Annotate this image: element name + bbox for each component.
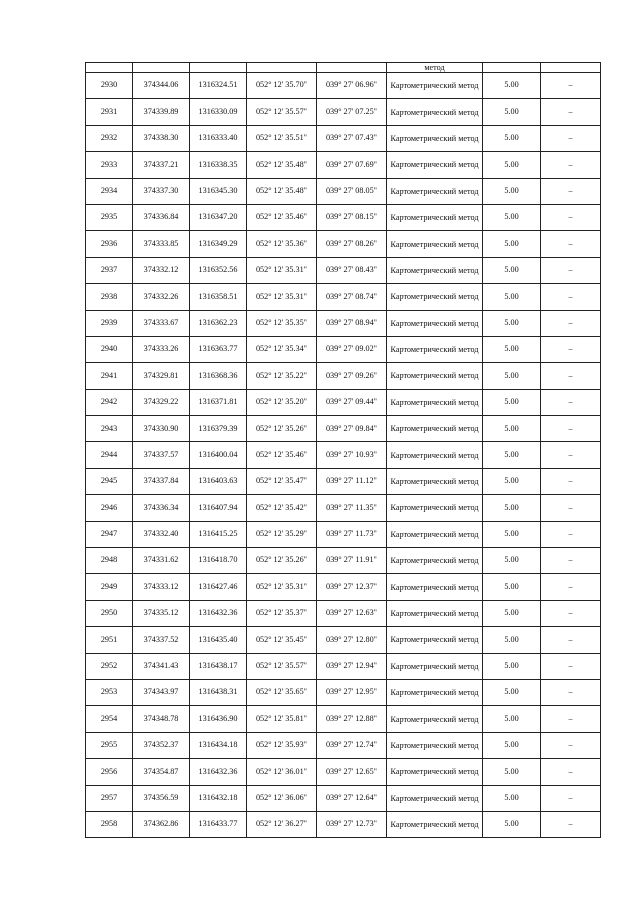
table-row [86,442,601,468]
cell-empty [541,63,601,73]
cell-method: Картометрический метод [387,231,483,257]
table-row [86,548,601,574]
cell-y: 1316434.18 [190,732,247,758]
cell-longitude: 039° 27' 12.37" [317,574,387,600]
cell-x: 374354.87 [133,759,190,785]
cell-method: Картометрический метод [387,653,483,679]
cell-x: 374333.26 [133,336,190,362]
cell-latitude: 052° 12' 35.93" [247,732,317,758]
cell-y: 1316415.25 [190,521,247,547]
cell-point-number: 2935 [86,204,133,230]
cell-x: 374356.59 [133,785,190,811]
cell-y: 1316438.17 [190,653,247,679]
cell-accuracy: 5.00 [483,495,541,521]
cell-accuracy: 5.00 [483,442,541,468]
cell-method: Картометрический метод [387,152,483,178]
cell-method: Картометрический метод [387,548,483,574]
cell-note: – [541,759,601,785]
cell-point-number: 2930 [86,73,133,99]
cell-method: Картометрический метод [387,732,483,758]
cell-method: Картометрический метод [387,257,483,283]
cell-longitude: 039° 27' 11.35" [317,495,387,521]
cell-longitude: 039° 27' 07.25" [317,99,387,125]
cell-note: – [541,73,601,99]
cell-latitude: 052° 12' 35.65" [247,679,317,705]
cell-empty [483,63,541,73]
cell-point-number: 2945 [86,468,133,494]
cell-accuracy: 5.00 [483,548,541,574]
cell-y: 1316338.35 [190,152,247,178]
cell-longitude: 039° 27' 08.15" [317,204,387,230]
cell-longitude: 039° 27' 07.43" [317,125,387,151]
cell-accuracy: 5.00 [483,204,541,230]
cell-longitude: 039° 27' 09.02" [317,336,387,362]
cell-y: 1316407.94 [190,495,247,521]
cell-x: 374352.37 [133,732,190,758]
cell-y: 1316324.51 [190,73,247,99]
cell-point-number: 2944 [86,442,133,468]
table-row [86,204,601,230]
cell-point-number: 2952 [86,653,133,679]
cell-method: Картометрический метод [387,336,483,362]
cell-point-number: 2953 [86,679,133,705]
cell-accuracy: 5.00 [483,257,541,283]
table-row [86,785,601,811]
cell-note: – [541,521,601,547]
cell-y: 1316432.36 [190,600,247,626]
cell-latitude: 052° 12' 35.26" [247,416,317,442]
cell-x: 374337.57 [133,442,190,468]
cell-method: Картометрический метод [387,600,483,626]
cell-accuracy: 5.00 [483,679,541,705]
cell-method: Картометрический метод [387,363,483,389]
cell-latitude: 052° 12' 35.31" [247,284,317,310]
table-row [86,125,601,151]
cell-x: 374343.97 [133,679,190,705]
table-row [86,389,601,415]
table-row [86,336,601,362]
cell-latitude: 052° 12' 35.26" [247,548,317,574]
cell-accuracy: 5.00 [483,521,541,547]
cell-note: – [541,204,601,230]
cell-x: 374333.85 [133,231,190,257]
cell-method: Картометрический метод [387,495,483,521]
cell-empty [190,63,247,73]
table-row [86,152,601,178]
cell-method: Картометрический метод [387,706,483,732]
cell-x: 374329.22 [133,389,190,415]
cell-latitude: 052° 12' 35.37" [247,600,317,626]
cell-longitude: 039° 27' 08.05" [317,178,387,204]
cell-accuracy: 5.00 [483,231,541,257]
cell-accuracy: 5.00 [483,125,541,151]
cell-note: – [541,310,601,336]
cell-accuracy: 5.00 [483,706,541,732]
cell-accuracy: 5.00 [483,811,541,837]
cell-method: Картометрический метод [387,204,483,230]
table-row [86,257,601,283]
cell-longitude: 039° 27' 12.74" [317,732,387,758]
cell-y: 1316363.77 [190,336,247,362]
cell-latitude: 052° 12' 35.46" [247,442,317,468]
cell-point-number: 2958 [86,811,133,837]
cell-longitude: 039° 27' 12.63" [317,600,387,626]
cell-accuracy: 5.00 [483,416,541,442]
cell-latitude: 052° 12' 35.31" [247,574,317,600]
cell-x: 374332.26 [133,284,190,310]
cell-y: 1316418.70 [190,548,247,574]
cell-note: – [541,627,601,653]
table-row [86,363,601,389]
cell-point-number: 2955 [86,732,133,758]
cell-y: 1316358.51 [190,284,247,310]
cell-accuracy: 5.00 [483,73,541,99]
table-body [86,63,601,838]
cell-method: Картометрический метод [387,125,483,151]
cell-x: 374332.40 [133,521,190,547]
cell-x: 374336.34 [133,495,190,521]
cell-point-number: 2934 [86,178,133,204]
table-row [86,310,601,336]
cell-note: – [541,811,601,837]
cell-point-number: 2950 [86,600,133,626]
cell-x: 374337.21 [133,152,190,178]
cell-y: 1316438.31 [190,679,247,705]
cell-x: 374333.12 [133,574,190,600]
cell-note: – [541,785,601,811]
table-row [86,99,601,125]
cell-accuracy: 5.00 [483,468,541,494]
cell-note: – [541,679,601,705]
table-row [86,811,601,837]
cell-note: – [541,125,601,151]
cell-accuracy: 5.00 [483,574,541,600]
cell-accuracy: 5.00 [483,310,541,336]
table-row [86,231,601,257]
cell-note: – [541,389,601,415]
cell-empty [247,63,317,73]
cell-latitude: 052° 12' 35.45" [247,627,317,653]
cell-latitude: 052° 12' 35.70" [247,73,317,99]
cell-method-continued: метод [387,63,483,73]
cell-y: 1316362.23 [190,310,247,336]
cell-accuracy: 5.00 [483,600,541,626]
cell-latitude: 052° 12' 35.22" [247,363,317,389]
cell-method: Картометрический метод [387,99,483,125]
cell-note: – [541,416,601,442]
cell-y: 1316403.63 [190,468,247,494]
table-row [86,73,601,99]
cell-longitude: 039° 27' 10.93" [317,442,387,468]
cell-point-number: 2938 [86,284,133,310]
cell-latitude: 052° 12' 35.47" [247,468,317,494]
cell-accuracy: 5.00 [483,389,541,415]
cell-y: 1316347.20 [190,204,247,230]
cell-accuracy: 5.00 [483,152,541,178]
cell-note: – [541,653,601,679]
cell-longitude: 039° 27' 08.26" [317,231,387,257]
cell-y: 1316432.18 [190,785,247,811]
cell-note: – [541,574,601,600]
cell-longitude: 039° 27' 12.65" [317,759,387,785]
cell-point-number: 2940 [86,336,133,362]
cell-y: 1316433.77 [190,811,247,837]
cell-note: – [541,336,601,362]
cell-latitude: 052° 12' 35.57" [247,99,317,125]
cell-longitude: 039° 27' 09.84" [317,416,387,442]
cell-point-number: 2941 [86,363,133,389]
cell-accuracy: 5.00 [483,785,541,811]
table-row [86,706,601,732]
cell-accuracy: 5.00 [483,178,541,204]
cell-longitude: 039° 27' 11.91" [317,548,387,574]
cell-longitude: 039° 27' 12.80" [317,627,387,653]
table-row [86,732,601,758]
cell-method: Картометрический метод [387,627,483,653]
cell-point-number: 2931 [86,99,133,125]
table-row [86,178,601,204]
cell-method: Картометрический метод [387,811,483,837]
cell-longitude: 039° 27' 11.73" [317,521,387,547]
cell-note: – [541,231,601,257]
cell-accuracy: 5.00 [483,759,541,785]
cell-point-number: 2954 [86,706,133,732]
cell-y: 1316436.90 [190,706,247,732]
cell-longitude: 039° 27' 09.44" [317,389,387,415]
cell-y: 1316333.40 [190,125,247,151]
table-row [86,600,601,626]
cell-method: Картометрический метод [387,442,483,468]
cell-note: – [541,152,601,178]
cell-accuracy: 5.00 [483,653,541,679]
cell-latitude: 052° 12' 35.34" [247,336,317,362]
cell-point-number: 2942 [86,389,133,415]
cell-point-number: 2946 [86,495,133,521]
cell-note: – [541,99,601,125]
cell-note: – [541,548,601,574]
table-row [86,495,601,521]
cell-latitude: 052° 12' 35.42" [247,495,317,521]
cell-longitude: 039° 27' 08.43" [317,257,387,283]
cell-accuracy: 5.00 [483,363,541,389]
cell-accuracy: 5.00 [483,336,541,362]
cell-x: 374337.52 [133,627,190,653]
cell-x: 374335.12 [133,600,190,626]
cell-longitude: 039° 27' 08.94" [317,310,387,336]
cell-y: 1316432.36 [190,759,247,785]
cell-method: Картометрический метод [387,310,483,336]
cell-x: 374333.67 [133,310,190,336]
cell-x: 374338.30 [133,125,190,151]
cell-accuracy: 5.00 [483,99,541,125]
cell-point-number: 2939 [86,310,133,336]
cell-longitude: 039° 27' 12.94" [317,653,387,679]
cell-method: Картометрический метод [387,759,483,785]
cell-method: Картометрический метод [387,785,483,811]
cell-latitude: 052° 12' 35.48" [247,178,317,204]
cell-note: – [541,363,601,389]
table-row [86,574,601,600]
cell-longitude: 039° 27' 06.96" [317,73,387,99]
table-row [86,521,601,547]
cell-note: – [541,495,601,521]
cell-x: 374337.84 [133,468,190,494]
cell-x: 374344.06 [133,73,190,99]
cell-empty [317,63,387,73]
cell-note: – [541,732,601,758]
cell-latitude: 052° 12' 35.57" [247,653,317,679]
cell-empty [86,63,133,73]
cell-longitude: 039° 27' 12.95" [317,679,387,705]
cell-note: – [541,468,601,494]
cell-point-number: 2947 [86,521,133,547]
cell-latitude: 052° 12' 35.46" [247,204,317,230]
cell-y: 1316400.04 [190,442,247,468]
cell-accuracy: 5.00 [483,627,541,653]
coordinates-table-sheet [85,62,600,838]
cell-empty [133,63,190,73]
cell-note: – [541,178,601,204]
cell-point-number: 2957 [86,785,133,811]
table-row [86,759,601,785]
cell-latitude: 052° 12' 35.29" [247,521,317,547]
cell-latitude: 052° 12' 35.36" [247,231,317,257]
cell-method: Картометрический метод [387,178,483,204]
cell-accuracy: 5.00 [483,732,541,758]
cell-latitude: 052° 12' 35.35" [247,310,317,336]
cell-y: 1316352.56 [190,257,247,283]
cell-point-number: 2948 [86,548,133,574]
cell-point-number: 2949 [86,574,133,600]
cell-note: – [541,284,601,310]
cell-note: – [541,706,601,732]
cell-method: Картометрический метод [387,468,483,494]
table-row [86,468,601,494]
cell-x: 374337.30 [133,178,190,204]
cell-longitude: 039° 27' 07.69" [317,152,387,178]
cell-method: Картометрический метод [387,521,483,547]
table-row [86,679,601,705]
cell-longitude: 039° 27' 12.73" [317,811,387,837]
cell-note: – [541,257,601,283]
cell-x: 374332.12 [133,257,190,283]
cell-longitude: 039° 27' 12.64" [317,785,387,811]
cell-latitude: 052° 12' 36.06" [247,785,317,811]
cell-latitude: 052° 12' 35.51" [247,125,317,151]
table-row [86,653,601,679]
cell-longitude: 039° 27' 12.88" [317,706,387,732]
cell-method: Картометрический метод [387,574,483,600]
cell-y: 1316435.40 [190,627,247,653]
cell-x: 374336.84 [133,204,190,230]
cell-latitude: 052° 12' 36.01" [247,759,317,785]
cell-x: 374329.81 [133,363,190,389]
cell-x: 374339.89 [133,99,190,125]
cell-x: 374362.86 [133,811,190,837]
cell-y: 1316330.09 [190,99,247,125]
cell-y: 1316371.81 [190,389,247,415]
cell-note: – [541,600,601,626]
cell-point-number: 2932 [86,125,133,151]
cell-method: Картометрический метод [387,389,483,415]
cell-method: Картометрический метод [387,284,483,310]
cell-latitude: 052° 12' 35.48" [247,152,317,178]
cell-latitude: 052° 12' 35.20" [247,389,317,415]
cell-latitude: 052° 12' 35.31" [247,257,317,283]
cell-longitude: 039° 27' 09.26" [317,363,387,389]
cell-point-number: 2943 [86,416,133,442]
cell-point-number: 2951 [86,627,133,653]
cell-method: Картометрический метод [387,73,483,99]
cell-x: 374330.90 [133,416,190,442]
cell-x: 374331.62 [133,548,190,574]
cell-longitude: 039° 27' 08.74" [317,284,387,310]
cell-y: 1316349.29 [190,231,247,257]
table-row [86,284,601,310]
coordinates-table [85,62,601,838]
cell-note: – [541,442,601,468]
cell-point-number: 2956 [86,759,133,785]
cell-y: 1316368.36 [190,363,247,389]
cell-latitude: 052° 12' 35.81" [247,706,317,732]
table-row [86,627,601,653]
continued-row [86,63,601,73]
cell-y: 1316379.39 [190,416,247,442]
cell-accuracy: 5.00 [483,284,541,310]
cell-method: Картометрический метод [387,679,483,705]
cell-y: 1316345.30 [190,178,247,204]
cell-point-number: 2937 [86,257,133,283]
table-row [86,416,601,442]
cell-point-number: 2933 [86,152,133,178]
cell-method: Картометрический метод [387,416,483,442]
cell-point-number: 2936 [86,231,133,257]
cell-x: 374348.78 [133,706,190,732]
cell-x: 374341.43 [133,653,190,679]
cell-longitude: 039° 27' 11.12" [317,468,387,494]
cell-y: 1316427.46 [190,574,247,600]
cell-latitude: 052° 12' 36.27" [247,811,317,837]
